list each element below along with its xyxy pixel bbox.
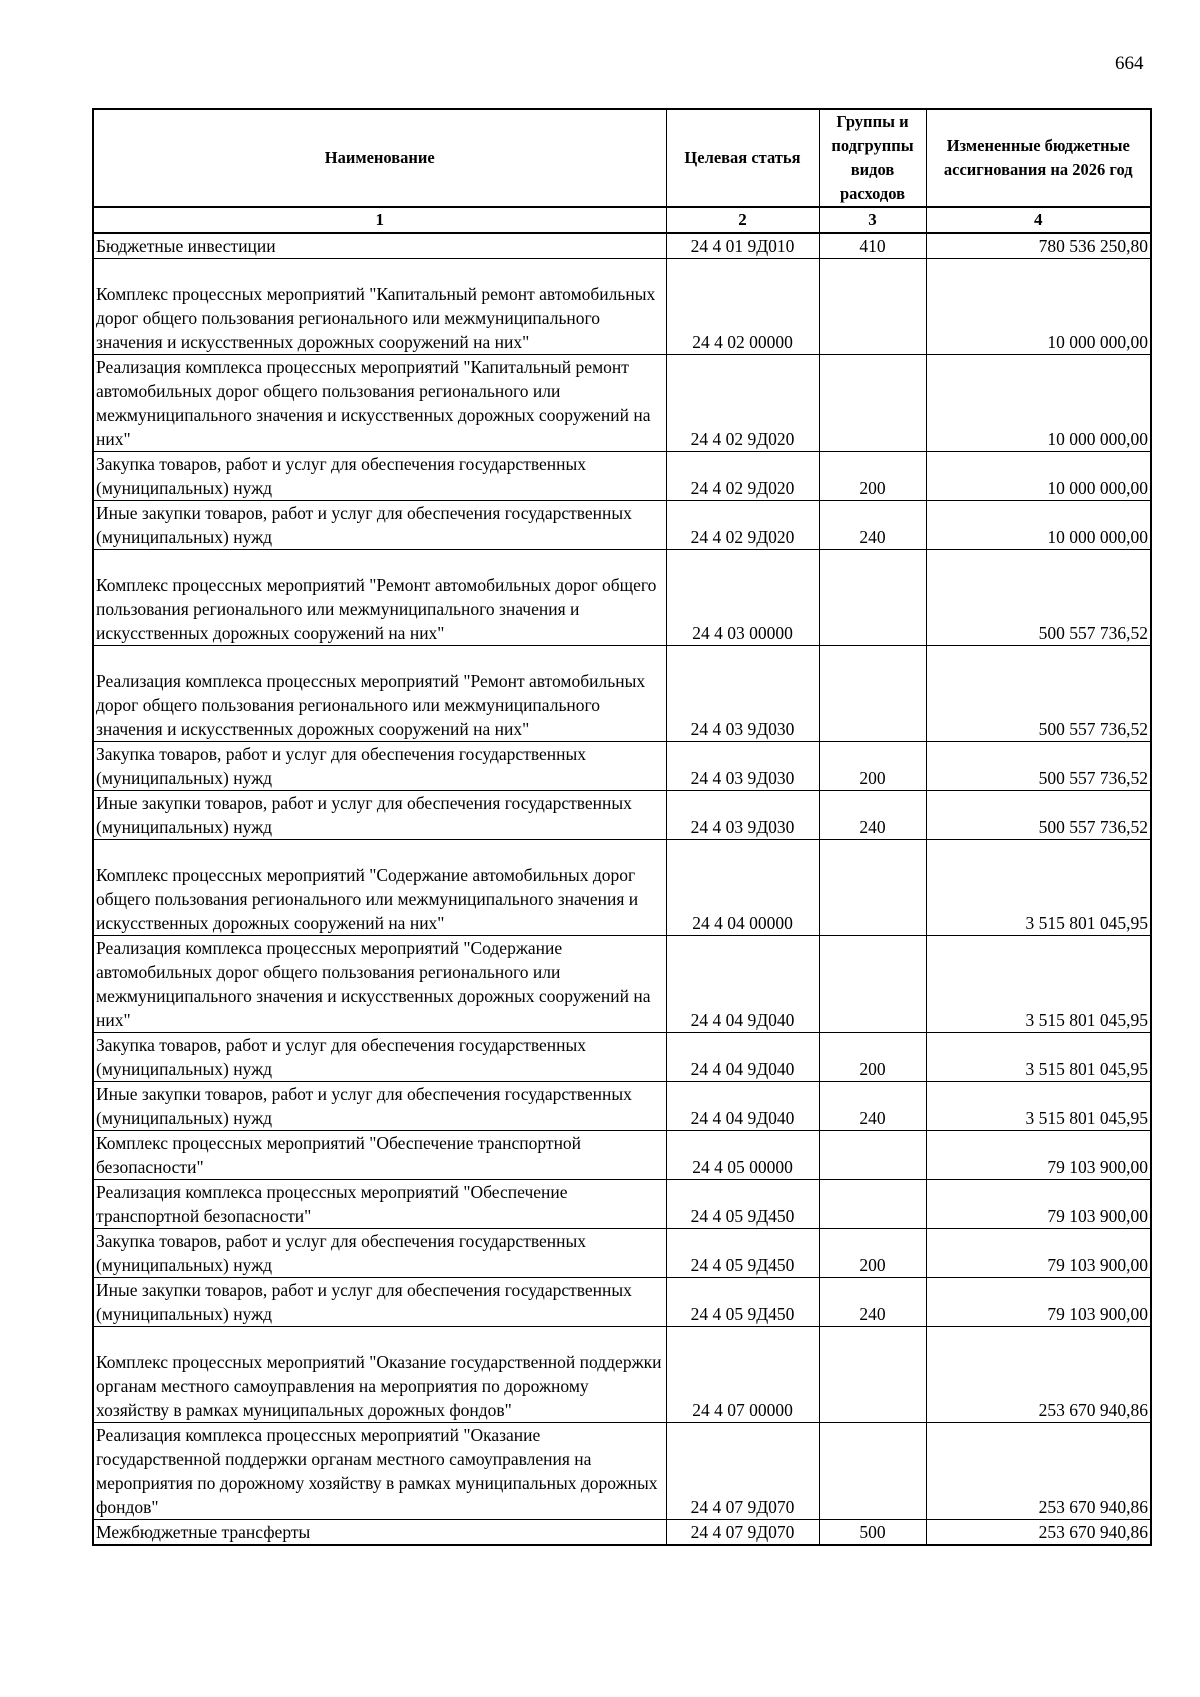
- row-name: Реализация комплекса процессных мероприятий "Ремонт автомобильных дорог общего пользования регионального или межмуниципального значения и искусственных дорожных сооружений на них": [93, 646, 666, 742]
- table-row: [93, 936, 1151, 1033]
- table-row: [93, 1327, 1151, 1423]
- table-header-row: [93, 109, 1151, 207]
- row-target-code: 24 4 03 9Д030: [666, 646, 819, 742]
- row-group-code: 200: [819, 1229, 926, 1278]
- header-name: Наименование: [93, 109, 666, 207]
- row-name: Комплекс процессных мероприятий "Содержание автомобильных дорог общего пользования регионального или межмуниципального значения и искусственных дорожных сооружений на них": [93, 840, 666, 936]
- row-name: Закупка товаров, работ и услуг для обеспечения государственных (муниципальных) нужд: [93, 742, 666, 791]
- row-group-code: [819, 936, 926, 1033]
- row-amount: 500 557 736,52: [926, 742, 1151, 791]
- row-target-code: 24 4 05 9Д450: [666, 1278, 819, 1327]
- row-amount: 3 515 801 045,95: [926, 936, 1151, 1033]
- header-group: Группы и подгруппы видов расходов: [819, 109, 926, 207]
- row-amount: 10 000 000,00: [926, 452, 1151, 501]
- row-group-code: 240: [819, 1082, 926, 1131]
- table-row: [93, 840, 1151, 936]
- row-name: Закупка товаров, работ и услуг для обеспечения государственных (муниципальных) нужд: [93, 452, 666, 501]
- row-name: Закупка товаров, работ и услуг для обеспечения государственных (муниципальных) нужд: [93, 1229, 666, 1278]
- row-name: Реализация комплекса процессных мероприятий "Капитальный ремонт автомобильных дорог общего пользования регионального или межмуниципального значения и искусственных дорожных сооружений на них": [93, 355, 666, 452]
- row-target-code: 24 4 05 9Д450: [666, 1180, 819, 1229]
- column-number: 1: [93, 207, 666, 233]
- row-group-code: [819, 1131, 926, 1180]
- row-name: Межбюджетные трансферты: [93, 1520, 666, 1546]
- row-amount: 253 670 940,86: [926, 1327, 1151, 1423]
- row-amount: 500 557 736,52: [926, 550, 1151, 646]
- header-target: Целевая статья: [666, 109, 819, 207]
- row-name: Иные закупки товаров, работ и услуг для обеспечения государственных (муниципальных) нужд: [93, 791, 666, 840]
- row-group-code: [819, 1327, 926, 1423]
- row-group-code: [819, 355, 926, 452]
- row-target-code: 24 4 05 00000: [666, 1131, 819, 1180]
- row-group-code: 240: [819, 791, 926, 840]
- table-row: [93, 1520, 1151, 1546]
- page-number: 664: [1115, 53, 1144, 74]
- row-target-code: 24 4 04 9Д040: [666, 1082, 819, 1131]
- row-amount: 10 000 000,00: [926, 259, 1151, 355]
- table-row: [93, 452, 1151, 501]
- row-name: Комплекс процессных мероприятий "Оказание государственной поддержки органам местного самоуправления на мероприятия по дорожному хозяйству в рамках муниципальных дорожных фондов": [93, 1327, 666, 1423]
- row-group-code: [819, 840, 926, 936]
- row-target-code: 24 4 02 9Д020: [666, 501, 819, 550]
- row-group-code: [819, 550, 926, 646]
- row-group-code: 240: [819, 1278, 926, 1327]
- row-target-code: 24 4 02 9Д020: [666, 355, 819, 452]
- row-amount: 79 103 900,00: [926, 1180, 1151, 1229]
- row-amount: 253 670 940,86: [926, 1520, 1151, 1546]
- table-row: [93, 646, 1151, 742]
- row-target-code: 24 4 03 9Д030: [666, 742, 819, 791]
- row-group-code: 410: [819, 233, 926, 259]
- row-amount: 79 103 900,00: [926, 1131, 1151, 1180]
- row-group-code: [819, 259, 926, 355]
- row-name: Комплекс процессных мероприятий "Обеспечение транспортной безопасности": [93, 1131, 666, 1180]
- row-name: Комплекс процессных мероприятий "Ремонт автомобильных дорог общего пользования регионального или межмуниципального значения и искусственных дорожных сооружений на них": [93, 550, 666, 646]
- table-row: [93, 501, 1151, 550]
- row-name: Реализация комплекса процессных мероприятий "Оказание государственной поддержки органам местного самоуправления на мероприятия по дорожному хозяйству в рамках муниципальных дорожных фондов": [93, 1423, 666, 1520]
- row-target-code: 24 4 02 00000: [666, 259, 819, 355]
- table-row: [93, 1131, 1151, 1180]
- row-group-code: 500: [819, 1520, 926, 1546]
- row-group-code: [819, 1180, 926, 1229]
- row-target-code: 24 4 07 00000: [666, 1327, 819, 1423]
- row-target-code: 24 4 03 00000: [666, 550, 819, 646]
- row-target-code: 24 4 04 00000: [666, 840, 819, 936]
- row-group-code: [819, 1423, 926, 1520]
- row-group-code: 200: [819, 1033, 926, 1082]
- row-target-code: 24 4 04 9Д040: [666, 936, 819, 1033]
- table-body: [93, 233, 1151, 1545]
- row-name: Иные закупки товаров, работ и услуг для обеспечения государственных (муниципальных) нужд: [93, 1082, 666, 1131]
- row-target-code: 24 4 02 9Д020: [666, 452, 819, 501]
- row-target-code: 24 4 01 9Д010: [666, 233, 819, 259]
- row-amount: 780 536 250,80: [926, 233, 1151, 259]
- row-name: Бюджетные инвестиции: [93, 233, 666, 259]
- row-amount: 500 557 736,52: [926, 791, 1151, 840]
- table-row: [93, 1229, 1151, 1278]
- row-name: Комплекс процессных мероприятий "Капитальный ремонт автомобильных дорог общего пользования регионального или межмуниципального значения и искусственных дорожных сооружений на них": [93, 259, 666, 355]
- row-target-code: 24 4 07 9Д070: [666, 1423, 819, 1520]
- table-row: [93, 355, 1151, 452]
- header-amount: Измененные бюджетные ассигнования на 2026 год: [926, 109, 1151, 207]
- table-row: [93, 742, 1151, 791]
- budget-table: [92, 108, 1152, 1546]
- row-amount: 253 670 940,86: [926, 1423, 1151, 1520]
- row-amount: 3 515 801 045,95: [926, 1033, 1151, 1082]
- column-number: 4: [926, 207, 1151, 233]
- table-row: [93, 791, 1151, 840]
- row-amount: 79 103 900,00: [926, 1229, 1151, 1278]
- row-amount: 3 515 801 045,95: [926, 1082, 1151, 1131]
- row-target-code: 24 4 03 9Д030: [666, 791, 819, 840]
- row-amount: 79 103 900,00: [926, 1278, 1151, 1327]
- table-row: [93, 259, 1151, 355]
- row-name: Иные закупки товаров, работ и услуг для обеспечения государственных (муниципальных) нужд: [93, 1278, 666, 1327]
- column-number: 2: [666, 207, 819, 233]
- table-row: [93, 233, 1151, 259]
- row-name: Реализация комплекса процессных мероприятий "Обеспечение транспортной безопасности": [93, 1180, 666, 1229]
- table-row: [93, 1082, 1151, 1131]
- table-row: [93, 1423, 1151, 1520]
- row-target-code: 24 4 04 9Д040: [666, 1033, 819, 1082]
- row-target-code: 24 4 05 9Д450: [666, 1229, 819, 1278]
- row-group-code: 200: [819, 452, 926, 501]
- row-name: Иные закупки товаров, работ и услуг для обеспечения государственных (муниципальных) нужд: [93, 501, 666, 550]
- row-group-code: 240: [819, 501, 926, 550]
- row-name: Реализация комплекса процессных мероприятий "Содержание автомобильных дорог общего пользования регионального или межмуниципального значения и искусственных дорожных сооружений на них": [93, 936, 666, 1033]
- row-amount: 10 000 000,00: [926, 355, 1151, 452]
- row-amount: 10 000 000,00: [926, 501, 1151, 550]
- row-amount: 3 515 801 045,95: [926, 840, 1151, 936]
- table-row: [93, 550, 1151, 646]
- row-group-code: [819, 646, 926, 742]
- table-row: [93, 1278, 1151, 1327]
- table-row: [93, 1180, 1151, 1229]
- row-target-code: 24 4 07 9Д070: [666, 1520, 819, 1546]
- row-group-code: 200: [819, 742, 926, 791]
- column-number: 3: [819, 207, 926, 233]
- column-number-row: [93, 207, 1151, 233]
- row-amount: 500 557 736,52: [926, 646, 1151, 742]
- table-row: [93, 1033, 1151, 1082]
- row-name: Закупка товаров, работ и услуг для обеспечения государственных (муниципальных) нужд: [93, 1033, 666, 1082]
